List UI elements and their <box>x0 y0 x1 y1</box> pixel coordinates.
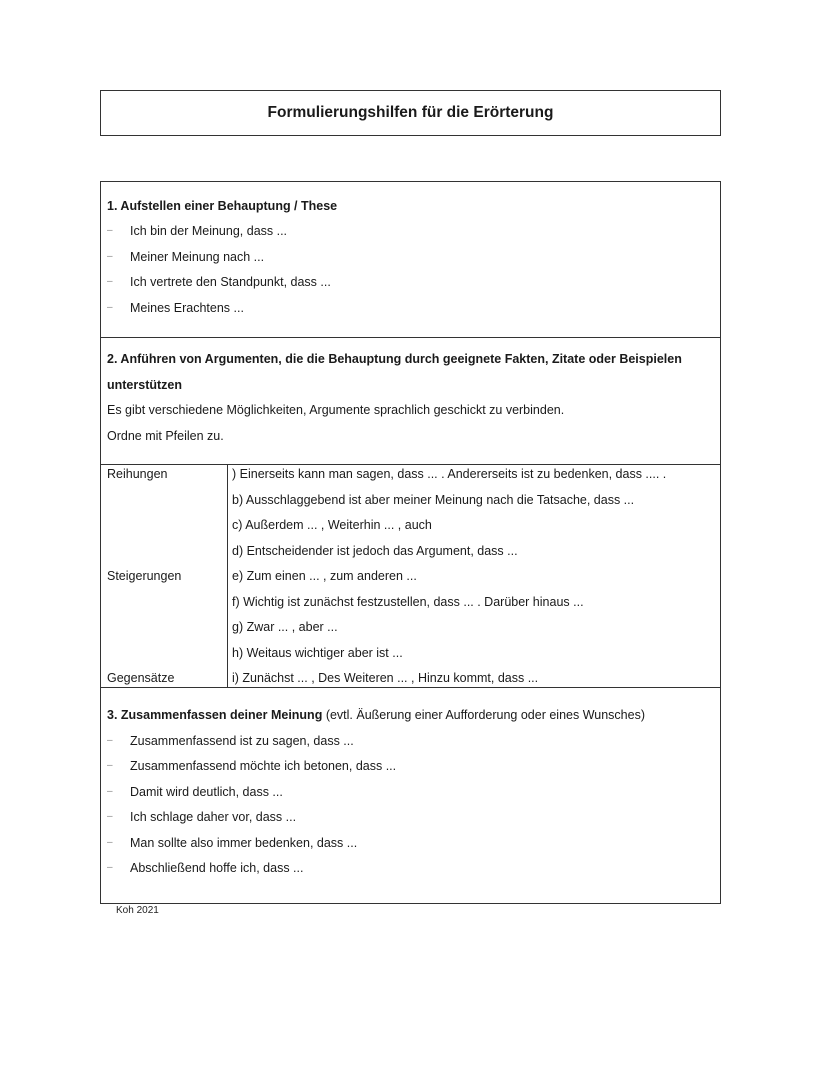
dash-bullet-icon: – <box>107 276 113 287</box>
section2-heading-line1: 2. Anführen von Argumenten, die die Behauptung durch geeignete Fakten, Zitate oder Beispielen <box>107 352 682 366</box>
option-i: i) Zunächst ... , Des Weiteren ... , Hinzu kommt, dass ... <box>232 671 539 685</box>
list-item: Abschließend hoffe ich, dass ... <box>130 861 304 875</box>
dash-bullet-icon: – <box>107 251 113 262</box>
footer-author: Koh 2021 <box>116 905 159 916</box>
option-h: h) Weitaus wichtiger aber ist ... <box>232 646 403 660</box>
category-reihungen: Reihungen <box>107 467 168 481</box>
section2-heading-line2: unterstützen <box>107 378 182 392</box>
dash-bullet-icon: – <box>107 760 113 771</box>
list-item: Zusammenfassend möchte ich betonen, dass ... <box>130 759 397 773</box>
section-divider <box>101 337 720 338</box>
list-item: Zusammenfassend ist zu sagen, dass ... <box>130 734 354 748</box>
option-e: e) Zum einen ... , zum anderen ... <box>232 569 417 583</box>
option-f: f) Wichtig ist zunächst festzustellen, dass ... . Darüber hinaus ... <box>232 595 584 609</box>
option-a: ) Einerseits kann man sagen, dass ... . Andererseits ist zu bedenken, dass .... . <box>232 467 667 481</box>
category-steigerungen: Steigerungen <box>107 569 182 583</box>
table-column-divider <box>227 465 228 687</box>
section-divider <box>101 687 720 688</box>
section2-instruction: Ordne mit Pfeilen zu. <box>107 429 224 443</box>
option-d: d) Entscheidender ist jedoch das Argument, dass ... <box>232 544 518 558</box>
dash-bullet-icon: – <box>107 786 113 797</box>
section3-heading-bold: 3. Zusammenfassen deiner Meinung <box>107 708 323 722</box>
list-item: Damit wird deutlich, dass ... <box>130 785 283 799</box>
list-item: Meines Erachtens ... <box>130 301 244 315</box>
page-title: Formulierungshilfen für die Erörterung <box>100 90 721 136</box>
section1-heading: 1. Aufstellen einer Behauptung / These <box>107 199 338 213</box>
section2-intro: Es gibt verschiedene Möglichkeiten, Argumente sprachlich geschickt zu verbinden. <box>107 403 565 417</box>
list-item: Ich schlage daher vor, dass ... <box>130 810 297 824</box>
option-c: c) Außerdem ... , Weiterhin ... , auch <box>232 518 432 532</box>
dash-bullet-icon: – <box>107 811 113 822</box>
list-item: Meiner Meinung nach ... <box>130 250 265 264</box>
section3-heading-rest: (evtl. Äußerung einer Aufforderung oder eines Wunsches) <box>322 708 645 722</box>
content-box <box>100 181 721 904</box>
dash-bullet-icon: – <box>107 225 113 236</box>
dash-bullet-icon: – <box>107 837 113 848</box>
category-gegensaetze: Gegensätze <box>107 671 175 685</box>
list-item: Ich bin der Meinung, dass ... <box>130 224 288 238</box>
dash-bullet-icon: – <box>107 862 113 873</box>
dash-bullet-icon: – <box>107 735 113 746</box>
option-b: b) Ausschlaggebend ist aber meiner Meinung nach die Tatsache, dass ... <box>232 493 635 507</box>
option-g: g) Zwar ... , aber ... <box>232 620 338 634</box>
dash-bullet-icon: – <box>107 302 113 313</box>
section3-heading <box>107 702 645 728</box>
list-item: Ich vertrete den Standpunkt, dass ... <box>130 275 331 289</box>
list-item: Man sollte also immer bedenken, dass ... <box>130 836 358 850</box>
